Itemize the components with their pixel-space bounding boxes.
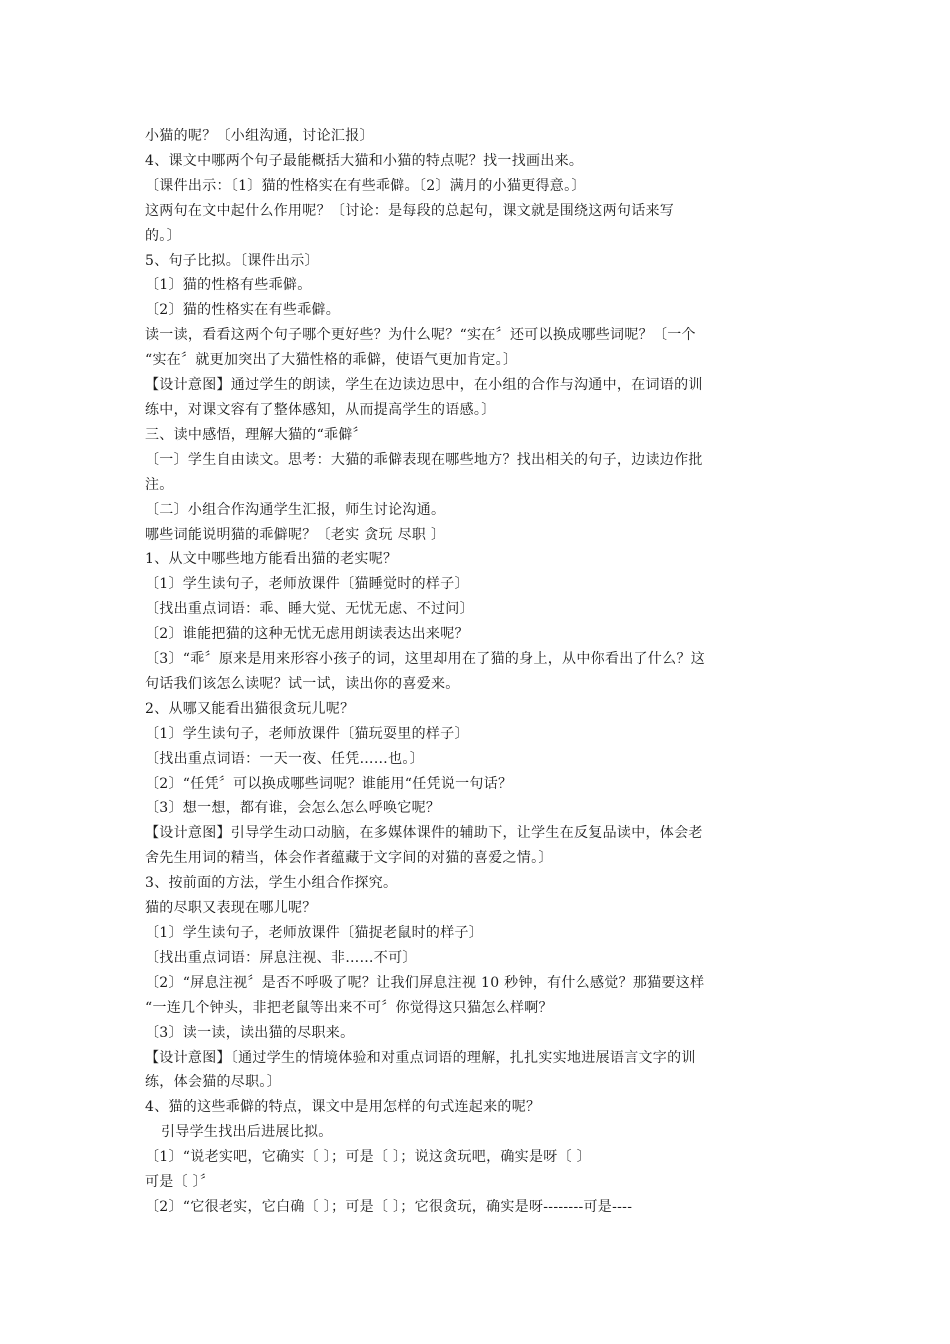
section-heading: 5、句子比拟。〔课件出示〕: [145, 252, 319, 269]
design-intent-note: 【设计意图】通过学生的朗读，学生在边读边思中，在小组的合作与沟通中，在词语的训: [145, 377, 703, 394]
list-item: 〔1〕学生读句子，老师放课件〔猫玩耍里的样子〕: [145, 725, 469, 742]
list-item: 〔3〕“乖〞原来是用来形容小孩子的词，这里却用在了猫的身上，从中你看出了什么？这: [145, 651, 706, 668]
text-line: 猫的尽职又表现在哪儿呢？: [145, 900, 317, 917]
text-line: 引导学生找出后进展比拟。: [161, 1124, 333, 1141]
text-line: 注。: [145, 476, 174, 493]
list-item: 〔找出重点词语：屏息注视、非……不可〕: [145, 949, 417, 966]
text-line: 练，体会猫的尽职。〕: [145, 1074, 281, 1091]
list-item: 〔2〕猫的性格实在有些乖僻。: [145, 302, 341, 319]
list-item: 〔1〕“说老实吧，它确实〔 〕；可是〔 〕；说这贪玩吧，确实是呀〔 〕: [145, 1149, 591, 1166]
question-heading: 2、从哪又能看出猫很贪玩儿呢？: [145, 700, 355, 717]
text-line: 练中，对课文容有了整体感知，从而提高学生的语感。〕: [145, 401, 496, 418]
list-item: 〔3〕想一想，都有谁，会怎么怎么呼唤它呢？: [145, 800, 441, 817]
text-line: 〔二〕小组合作沟通学生汇报，师生讨论沟通。: [145, 501, 446, 518]
text-line: “实在〞就更加突出了大猫性格的乖僻，使语气更加肯定。〕: [145, 352, 518, 369]
text-line: 读一读，看看这两个句子哪个更好些？为什么呢？“实在〞还可以换成哪些词呢？〔一个: [145, 327, 696, 344]
section-heading: 三、读中感悟，理解大猫的“乖僻〞: [145, 426, 367, 443]
text-line: 哪些词能说明猫的乖僻呢？〔老实 贪玩 尽职 〕: [145, 526, 446, 543]
text-line: 〔一〕学生自由读文。思考：大猫的乖僻表现在哪些地方？找出相关的句子，边读边作批: [145, 451, 703, 468]
list-item: 〔2〕“任凭〞可以换成哪些词呢？谁能用“任凭说一句话？: [145, 775, 513, 792]
list-item: 〔2〕“它很老实，它白确〔 〕；可是〔 〕；它很贪玩，确实是呀--------可是----: [145, 1198, 633, 1215]
list-item: 〔2〕谁能把猫的这种无忧无虑用朗读表达出来呢？: [145, 626, 469, 643]
list-item: 〔1〕学生读句子，老师放课件〔猫睡觉时的样子〕: [145, 576, 469, 593]
text-line: “一连几个钟头，非把老鼠等出来不可〞你觉得这只猫怎么样啊？: [145, 999, 553, 1016]
text-line: 小猫的呢？〔小组沟通，讨论汇报〕: [145, 128, 374, 144]
list-item: 〔1〕学生读句子，老师放课件〔猫捉老鼠时的样子〕: [145, 925, 484, 941]
list-item: 〔3〕读一读，读出猫的尽职来。: [145, 1024, 355, 1041]
question-heading: 3、按前面的方法，学生小组合作探究。: [145, 875, 398, 892]
list-item: 〔找出重点词语：一天一夜、任凭……也。〕: [145, 750, 424, 767]
text-line: 〔课件出示：〔1〕猫的性格实在有些乖僻。〔2〕满月的小猫更得意。〕: [145, 177, 586, 194]
text-line: 这两句在文中起什么作用呢？〔讨论：是每段的总起句，课文就是围绕这两句话来写: [145, 202, 675, 219]
question-heading: 1、从文中哪些地方能看出猫的老实呢？: [145, 551, 398, 568]
design-intent-note: 【设计意图】引导学生动口动脑，在多媒体课件的辅助下，让学生在反复品读中，体会老: [145, 825, 703, 842]
text-line: 的。〕: [145, 227, 181, 244]
question-heading: 4、猫的这些乖僻的特点，课文中是用怎样的句式连起来的呢？: [145, 1099, 541, 1116]
question-heading: 4、课文中哪两个句子最能概括大猫和小猫的特点呢？找一找画出来。: [145, 152, 584, 169]
text-line: 舍先生用词的精当，体会作者蕴藏于文字间的对猫的喜爱之情。〕: [145, 850, 553, 867]
list-item: 〔1〕猫的性格有些乖僻。: [145, 277, 312, 294]
document-body: [145, 124, 815, 1220]
list-item: 〔找出重点词语：乖、睡大觉、无忧无虑、不过问〕: [145, 601, 474, 618]
text-line: 可是〔 〕〞: [145, 1174, 215, 1191]
list-item: 〔2〕“屏息注视〞是否不呼吸了呢？让我们屏息注视 10 秒钟，有什么感觉？那猫要这样: [145, 974, 705, 991]
design-intent-note: 【设计意图】〔通过学生的情境体验和对重点词语的理解，扎扎实实地进展语言文字的训: [145, 1049, 696, 1066]
text-line: 句话我们该怎么读呢？试一试，读出你的喜爱来。: [145, 675, 460, 692]
